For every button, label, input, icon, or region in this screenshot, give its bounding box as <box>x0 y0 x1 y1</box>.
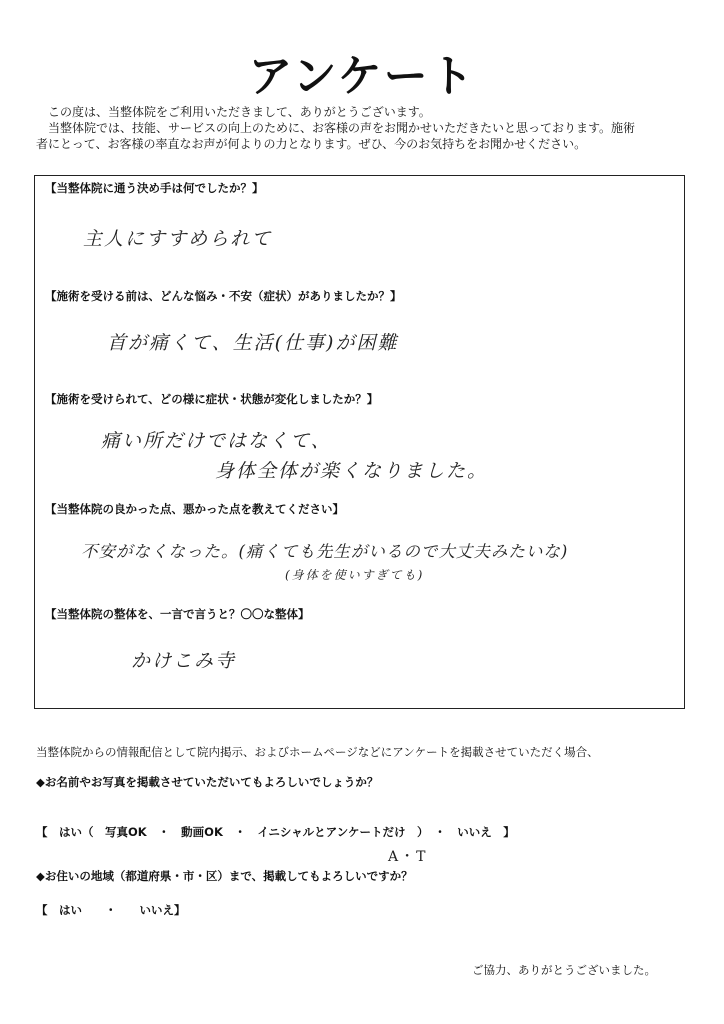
intro-text <box>36 104 686 152</box>
initials-handwriting: A・T <box>388 849 428 865</box>
questionnaire-box <box>34 175 685 709</box>
answer-2[interactable]: 首が痛くて、生活(仕事)が困難 <box>107 332 399 354</box>
thanks-text: ご協力、ありがとうございました。 <box>472 963 656 977</box>
intro-line-2: 当整体院では、技能、サービスの向上のために、お客様の声をお聞かせいただきたいと思っております。施術 <box>48 121 636 135</box>
consent-options-1[interactable]: 【 はい（ 写真OK ・ 動画OK ・ イニシャルとアンケートだけ ） ・ いいえ 】 <box>36 825 515 839</box>
intro-line-1: この度は、当整体院をご利用いただきまして、ありがとうございます。 <box>48 105 431 119</box>
consent-question-2: ◆お住いの地域（都道府県・市・区）まで、掲載してもよろしいですか？ <box>36 869 413 883</box>
question-1-label: 【当整体院に通う決め手は何でしたか？】 <box>45 181 264 195</box>
answer-4-line-2[interactable]: (身体を使いすぎても) <box>285 568 425 582</box>
answer-1[interactable]: 主人にすすめられて <box>83 228 273 250</box>
answer-5[interactable]: かけこみ寺 <box>131 650 237 672</box>
question-2-label: 【施術を受ける前は、どんな悩み・不安（症状）がありましたか？】 <box>45 289 402 303</box>
consent-options-2[interactable]: 【 はい ・ いいえ】 <box>36 903 186 917</box>
question-4-label: 【当整体院の良かった点、悪かった点を教えてください】 <box>45 502 344 516</box>
answer-3-line-1[interactable]: 痛い所だけではなくて、 <box>101 430 332 452</box>
question-5-label: 【当整体院の整体を、一言で言うと？〇〇な整体】 <box>45 607 310 621</box>
answer-4-line-1[interactable]: 不安がなくなった。(痛くても先生がいるので大丈夫みたいな) <box>81 542 569 561</box>
consent-question-1: ◆お名前やお写真を掲載させていただいてもよろしいでしょうか？ <box>36 775 379 789</box>
page-title: アンケート <box>248 51 476 102</box>
answer-3-line-2[interactable]: 身体全体が楽くなりました。 <box>215 460 489 482</box>
footer-intro: 当整体院からの情報配信として院内掲示、およびホームページなどにアンケートを掲載させていただく場合、 <box>36 745 599 759</box>
intro-line-3: 者にとって、お客様の率直なお声が何よりの力となります。ぜひ、今のお気持ちをお聞かせください。 <box>36 137 587 151</box>
question-3-label: 【施術を受けられて、どの様に症状・状態が変化しましたか？】 <box>45 392 379 406</box>
